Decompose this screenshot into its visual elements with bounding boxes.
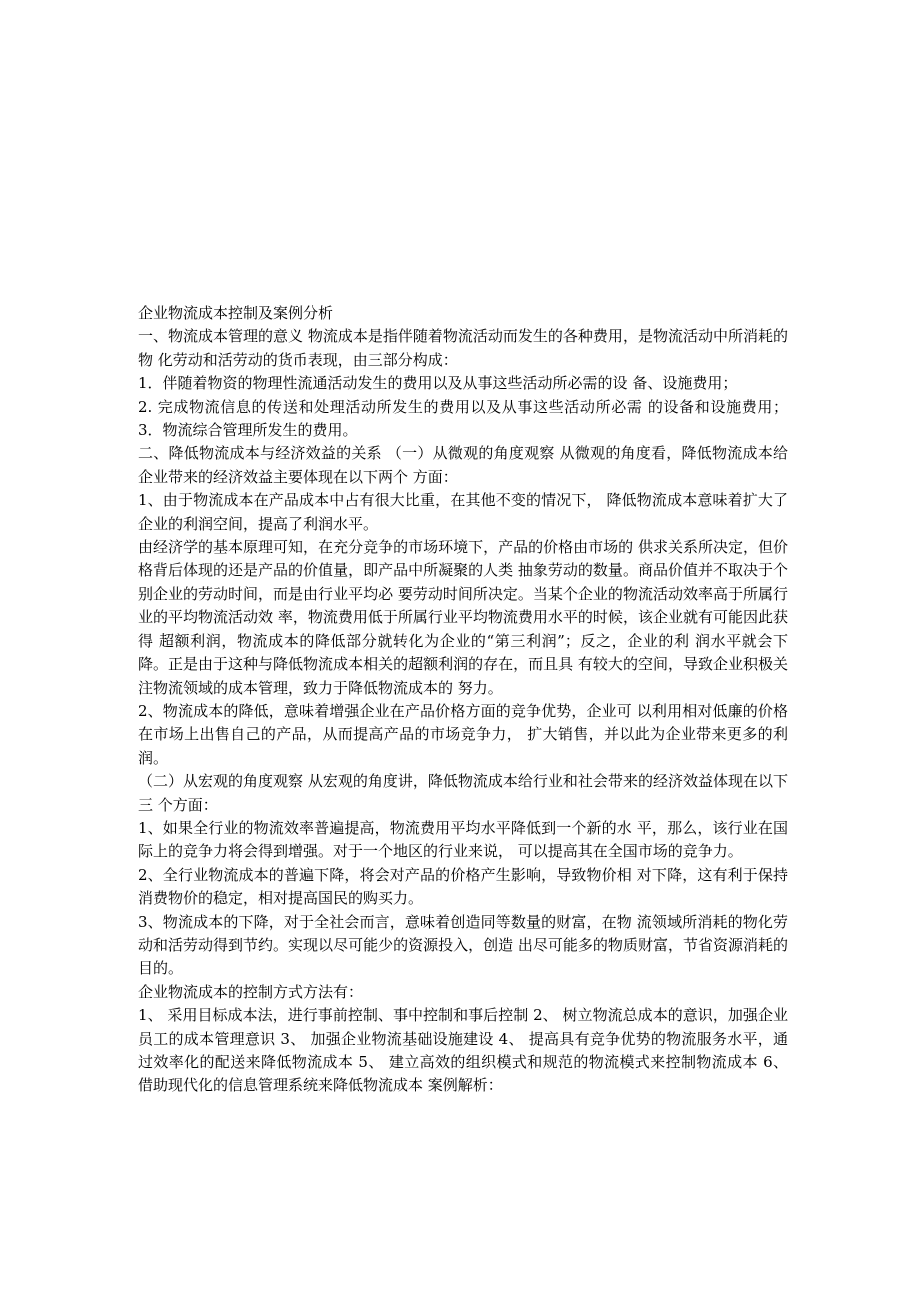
paragraph-macro-point-1: 1、如果全行业的物流效率普遍提高，物流费用平均水平降低到一个新的水 平，那么，该行业在国际上的竞争力将会得到增强。对于一个地区的行业来说， 可以提高其在全国市场的竞争力。 — [138, 818, 788, 861]
paragraph-micro-point-1: 1、由于物流成本在产品成本中占有很大比重，在其他不变的情况下， 降低物流成本意味着扩大了企业的利润空间，提高了利润水平。 — [138, 491, 788, 533]
paragraph-cost-management-meaning: 一、物流成本管理的意义 物流成本是指伴随着物流活动而发生的各种费用，是物流活动中所消耗的物 化劳动和活劳动的货币表现，由三部分构成： — [138, 327, 788, 369]
paragraph-item-2-information-cost: 2. 完成物流信息的传送和处理活动所发生的费用以及从事这些活动所必需 的设备和设施费用； 3．物流综合管理所发生的费用。 — [138, 397, 788, 440]
paragraph-item-1-material-flow-cost: 1．伴随着物资的物理性流通活动发生的费用以及从事这些活动所必需的设 备、设施费用； — [138, 374, 738, 393]
document-title: 企业物流成本控制及案例分析 — [138, 304, 334, 322]
paragraph-micro-point-2: 2、物流成本的降低，意味着增强企业在产品价格方面的竞争优势，企业可 以利用相对低廉的价格在市场上出售自己的产品，从而提高产品的市场竞争力， 扩大销售，并以此为企业带来更多的利润。 — [138, 701, 788, 767]
document-body — [138, 302, 788, 1098]
paragraph-macro-point-2: 2、全行业物流成本的普遍下降，将会对产品的价格产生影响，导致物价相 对下降，这有利于保持消费物价的稳定，相对提高国民的购买力。 — [138, 865, 788, 908]
paragraph-macro-view: （二）从宏观的角度观察 从宏观的角度讲，降低物流成本给行业和社会带来的经济效益体现在以下三 个方面： — [138, 772, 788, 814]
paragraph-control-methods-heading: 企业物流成本的控制方式方法有： — [138, 982, 364, 1001]
paragraph-cost-and-benefit-relation: 二、降低物流成本与经济效益的关系 （一）从微观的角度观察 从微观的角度看，降低物流成本给企业带来的经济效益主要体现在以下两个 方面： — [138, 444, 788, 486]
paragraph-control-methods-list: 1、 采用目标成本法，进行事前控制、事中控制和事后控制 2、 树立物流总成本的意识，加强企业员工的成本管理意识 3、 加强企业物流基础设施建设 4、 提高具有竞争优势的物流服务水平，通过效率化的配送来降低物流成本 5、 建立高效的组织模式和规范的物流模式来控制物流成本 6、 借助现代化的信息管理系统来降低物流成本 案例解析： — [138, 1006, 788, 1095]
paragraph-economics-principle: 由经济学的基本原理可知，在充分竞争的市场环境下，产品的价格由市场的 供求关系所决定，但价格背后体现的还是产品的价值量，即产品中所凝聚的人类 抽象劳动的数量。商品价值并不取决于个别企业的劳动时间，而是由行业平均必 要劳动时间所决定。当某个企业的物流活动效率高于所属行业的平均物流活动效 率，物流费用低于所属行业平均物流费用水平的时候，该企业就有可能因此获得 超额利润，物流成本的降低部分就转化为企业的“第三利润”；反之，企业的利 润水平就会下降。正是由于这种与降低物流成本相关的超额利润的存在，而且具 有较大的空间，导致企业积极关注物流领域的成本管理，致力于降低物流成本的 努力。 — [138, 538, 788, 697]
paragraph-macro-point-3: 3、物流成本的下降，对于全社会而言，意味着创造同等数量的财富，在物 流领域所消耗的物化劳动和活劳动得到节约。实现以尽可能少的资源投入，创造 出尽可能多的物质财富，节省资源消耗的目的。 — [138, 912, 788, 978]
